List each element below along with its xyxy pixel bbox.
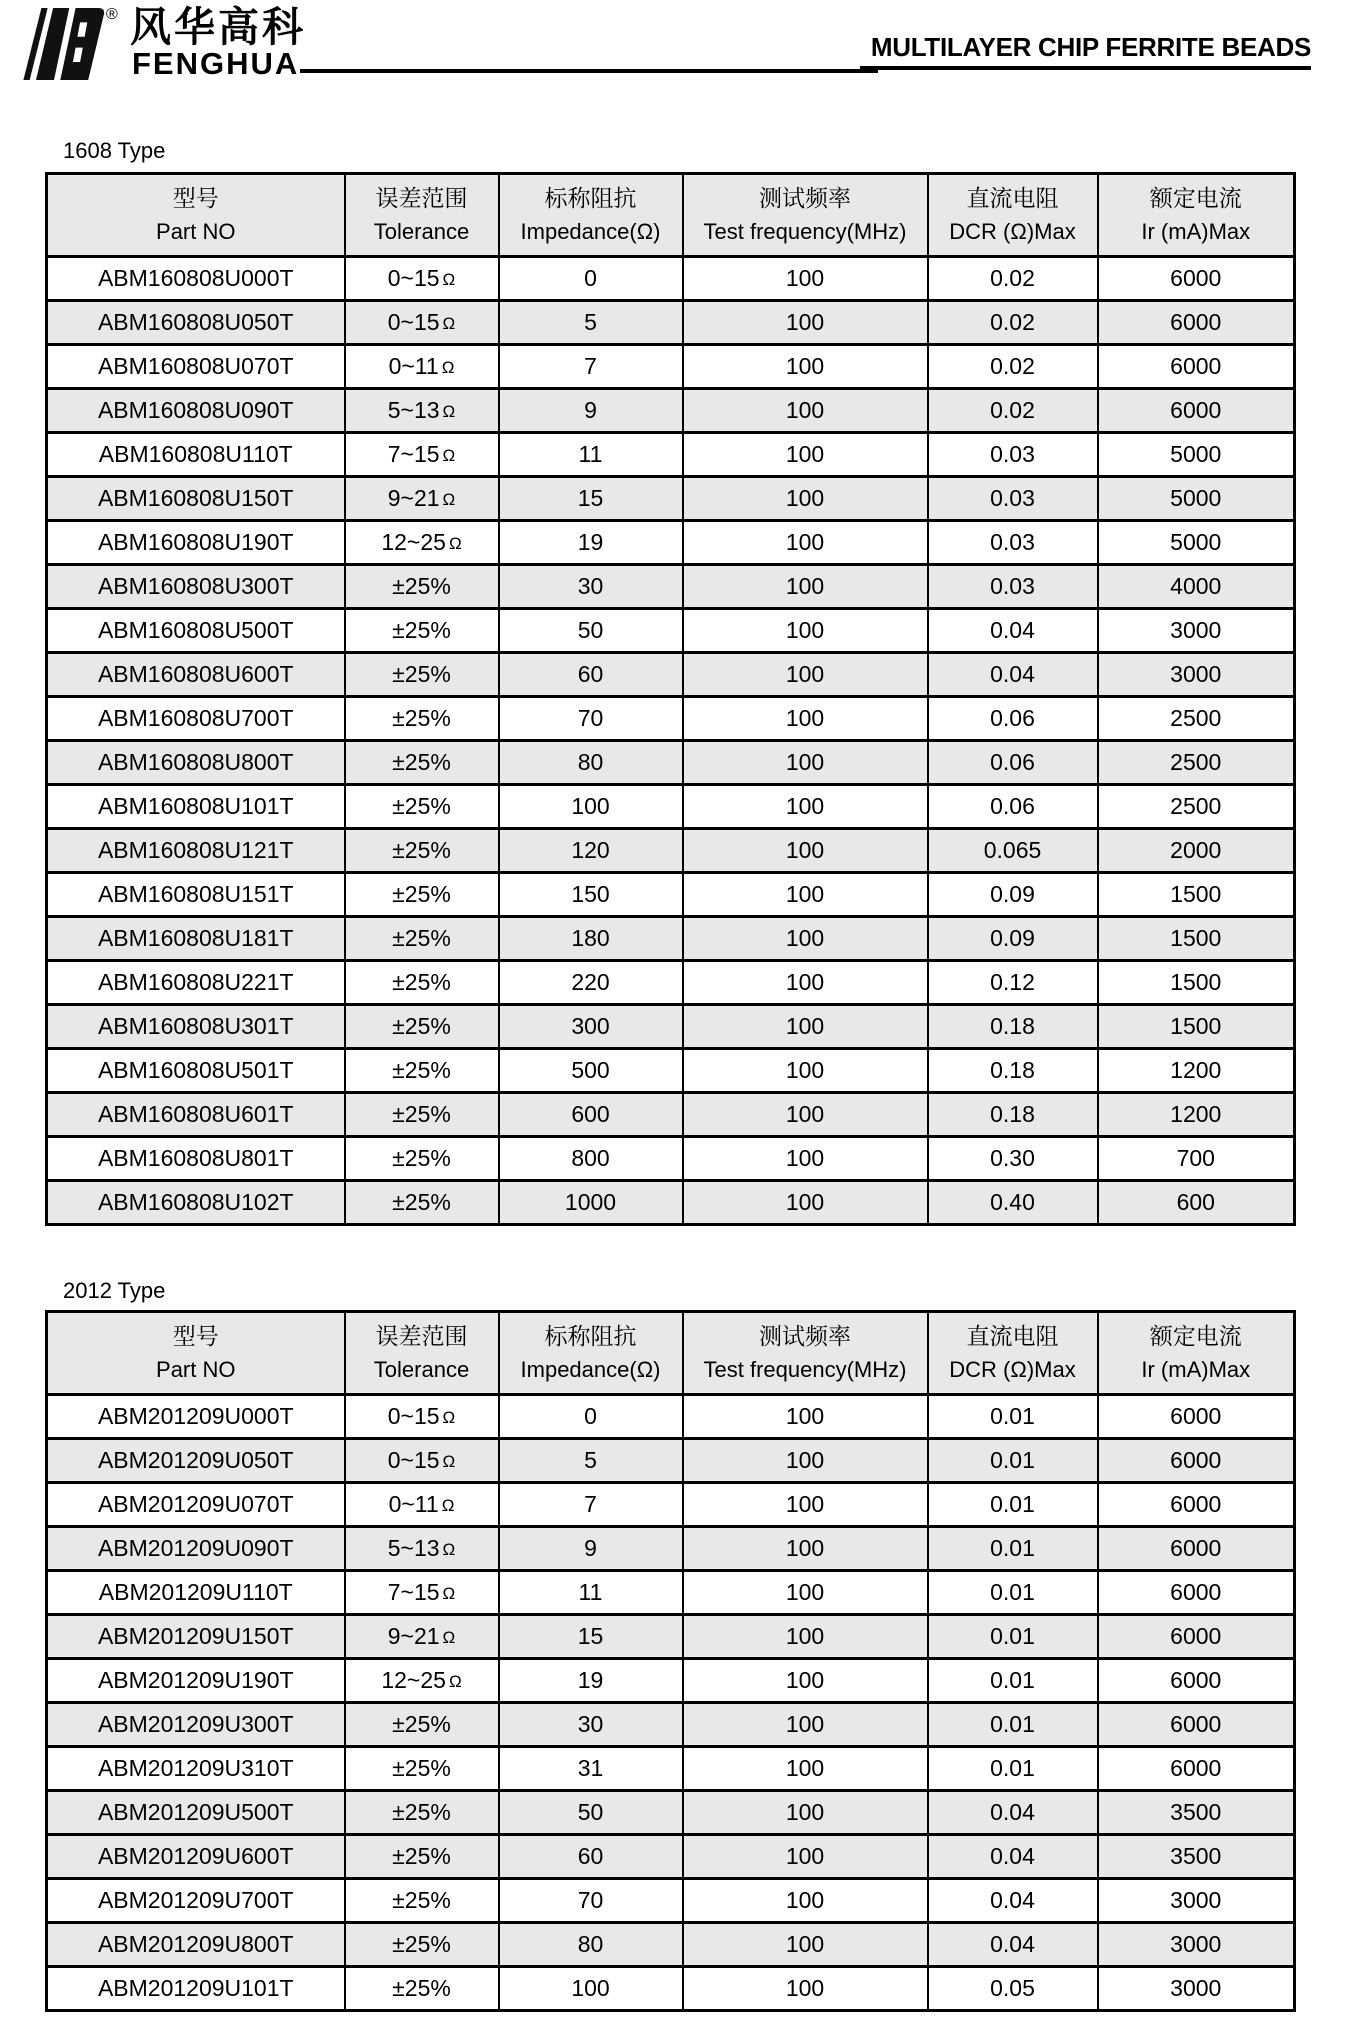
cell-tolerance: 0~11 Ω: [345, 1483, 499, 1527]
cell-part-no: ABM160808U101T: [47, 785, 345, 829]
cell-tolerance: 0~15 Ω: [345, 257, 499, 301]
cell-part-no: ABM160808U601T: [47, 1093, 345, 1137]
table-row: [47, 829, 1295, 873]
cell-impedance: 60: [499, 1835, 683, 1879]
cell-rated-current: 6000: [1098, 1483, 1295, 1527]
table-row: [47, 917, 1295, 961]
cell-dcr: 0.02: [928, 257, 1098, 301]
cell-dcr: 0.01: [928, 1747, 1098, 1791]
ohm-symbol: Ω: [441, 1496, 455, 1515]
cell-dcr: 0.18: [928, 1093, 1098, 1137]
cell-part-no: ABM201209U500T: [47, 1791, 345, 1835]
cell-impedance: 7: [499, 345, 683, 389]
cell-dcr: 0.06: [928, 785, 1098, 829]
cell-impedance: 19: [499, 521, 683, 565]
cell-tolerance: ±25%: [345, 1835, 499, 1879]
cell-impedance: 70: [499, 1879, 683, 1923]
fenghua-logo-icon: [18, 5, 108, 83]
cell-impedance: 70: [499, 697, 683, 741]
ohm-symbol: Ω: [448, 1672, 462, 1691]
cell-tolerance: ±25%: [345, 565, 499, 609]
cell-rated-current: 700: [1098, 1137, 1295, 1181]
cell-tolerance: 0~15 Ω: [345, 1395, 499, 1439]
cell-tolerance: 12~25 Ω: [345, 1659, 499, 1703]
cell-part-no: ABM201209U110T: [47, 1571, 345, 1615]
table-row: [47, 1747, 1295, 1791]
column-header-part-no: 型号 Part NO: [47, 174, 345, 257]
cell-tolerance: 9~21 Ω: [345, 477, 499, 521]
cell-test-frequency: 100: [683, 1615, 928, 1659]
cell-rated-current: 2000: [1098, 829, 1295, 873]
cell-test-frequency: 100: [683, 1527, 928, 1571]
cell-impedance: 7: [499, 1483, 683, 1527]
cell-dcr: 0.01: [928, 1615, 1098, 1659]
table-row: [47, 653, 1295, 697]
cell-impedance: 30: [499, 565, 683, 609]
cell-rated-current: 3000: [1098, 1967, 1295, 2011]
cell-dcr: 0.30: [928, 1137, 1098, 1181]
cell-test-frequency: 100: [683, 917, 928, 961]
cell-part-no: ABM160808U190T: [47, 521, 345, 565]
cell-dcr: 0.03: [928, 521, 1098, 565]
cell-part-no: ABM201209U190T: [47, 1659, 345, 1703]
cell-rated-current: 1500: [1098, 961, 1295, 1005]
cell-impedance: 220: [499, 961, 683, 1005]
cell-dcr: 0.02: [928, 389, 1098, 433]
cell-tolerance: ±25%: [345, 873, 499, 917]
cell-impedance: 50: [499, 1791, 683, 1835]
cell-tolerance: 5~13 Ω: [345, 1527, 499, 1571]
cell-part-no: ABM160808U070T: [47, 345, 345, 389]
cell-test-frequency: 100: [683, 1049, 928, 1093]
cell-impedance: 19: [499, 1659, 683, 1703]
cell-impedance: 1000: [499, 1181, 683, 1225]
cell-tolerance: 12~25 Ω: [345, 521, 499, 565]
ohm-symbol: Ω: [442, 1452, 456, 1471]
cell-dcr: 0.04: [928, 1923, 1098, 1967]
cell-part-no: ABM160808U090T: [47, 389, 345, 433]
cell-part-no: ABM201209U150T: [47, 1615, 345, 1659]
section-label-2012-type: 2012 Type: [63, 1278, 166, 1303]
cell-test-frequency: 100: [683, 1659, 928, 1703]
cell-impedance: 31: [499, 1747, 683, 1791]
cell-part-no: ABM201209U700T: [47, 1879, 345, 1923]
cell-rated-current: 1500: [1098, 873, 1295, 917]
brand-name-english: FENGHUA: [132, 46, 300, 81]
table-row: [47, 785, 1295, 829]
cell-rated-current: 2500: [1098, 697, 1295, 741]
cell-part-no: ABM160808U221T: [47, 961, 345, 1005]
header-row: [47, 174, 1295, 257]
cell-rated-current: 6000: [1098, 1659, 1295, 1703]
cell-dcr: 0.18: [928, 1005, 1098, 1049]
cell-test-frequency: 100: [683, 653, 928, 697]
cell-impedance: 11: [499, 1571, 683, 1615]
cell-part-no: ABM160808U110T: [47, 433, 345, 477]
cell-impedance: 120: [499, 829, 683, 873]
cell-impedance: 5: [499, 301, 683, 345]
cell-impedance: 800: [499, 1137, 683, 1181]
table-row: [47, 1395, 1295, 1439]
table-row: [47, 1483, 1295, 1527]
cell-rated-current: 3500: [1098, 1791, 1295, 1835]
cell-dcr: 0.04: [928, 1791, 1098, 1835]
table-row: [47, 1527, 1295, 1571]
cell-dcr: 0.09: [928, 873, 1098, 917]
column-header-rated-current: 额定电流 Ir (mA)Max: [1098, 174, 1295, 257]
cell-dcr: 0.01: [928, 1395, 1098, 1439]
table-1608-body: [47, 257, 1295, 1225]
cell-rated-current: 6000: [1098, 1439, 1295, 1483]
table-row: [47, 433, 1295, 477]
header-divider-line-right: [860, 66, 1311, 70]
cell-dcr: 0.03: [928, 477, 1098, 521]
cell-test-frequency: 100: [683, 1923, 928, 1967]
cell-dcr: 0.01: [928, 1439, 1098, 1483]
cell-part-no: ABM160808U600T: [47, 653, 345, 697]
cell-tolerance: ±25%: [345, 1005, 499, 1049]
cell-tolerance: ±25%: [345, 1093, 499, 1137]
cell-test-frequency: 100: [683, 1181, 928, 1225]
ohm-symbol: Ω: [442, 490, 456, 509]
cell-rated-current: 6000: [1098, 1747, 1295, 1791]
spec-table-1608: [45, 172, 1296, 1226]
column-header-dcr: 直流电阻 DCR (Ω)Max: [928, 174, 1098, 257]
table-row: [47, 1181, 1295, 1225]
cell-rated-current: 6000: [1098, 257, 1295, 301]
table-row: [47, 1879, 1295, 1923]
column-header-tolerance: 误差范围 Tolerance: [345, 1312, 499, 1395]
table-row: [47, 609, 1295, 653]
cell-impedance: 15: [499, 1615, 683, 1659]
cell-tolerance: 9~21 Ω: [345, 1615, 499, 1659]
cell-rated-current: 2500: [1098, 741, 1295, 785]
brand-name-chinese: 风华高科: [130, 4, 306, 50]
cell-part-no: ABM160808U150T: [47, 477, 345, 521]
ohm-symbol: Ω: [442, 1408, 456, 1427]
column-header-rated-current: 额定电流 Ir (mA)Max: [1098, 1312, 1295, 1395]
page-title: MULTILAYER CHIP FERRITE BEADS: [870, 32, 1311, 62]
table-row: [47, 1791, 1295, 1835]
cell-dcr: 0.06: [928, 697, 1098, 741]
table-row: [47, 741, 1295, 785]
cell-impedance: 50: [499, 609, 683, 653]
cell-test-frequency: 100: [683, 521, 928, 565]
table-row: [47, 1835, 1295, 1879]
cell-dcr: 0.01: [928, 1527, 1098, 1571]
cell-impedance: 300: [499, 1005, 683, 1049]
cell-test-frequency: 100: [683, 1879, 928, 1923]
cell-part-no: ABM201209U310T: [47, 1747, 345, 1791]
cell-test-frequency: 100: [683, 477, 928, 521]
cell-tolerance: ±25%: [345, 609, 499, 653]
cell-part-no: ABM160808U050T: [47, 301, 345, 345]
cell-test-frequency: 100: [683, 873, 928, 917]
cell-test-frequency: 100: [683, 829, 928, 873]
cell-rated-current: 2500: [1098, 785, 1295, 829]
table-row: [47, 1615, 1295, 1659]
cell-rated-current: 1500: [1098, 917, 1295, 961]
cell-impedance: 600: [499, 1093, 683, 1137]
cell-part-no: ABM201209U000T: [47, 1395, 345, 1439]
table-row: [47, 1137, 1295, 1181]
cell-impedance: 0: [499, 257, 683, 301]
cell-part-no: ABM160808U301T: [47, 1005, 345, 1049]
cell-dcr: 0.12: [928, 961, 1098, 1005]
cell-rated-current: 5000: [1098, 433, 1295, 477]
table-row: [47, 1967, 1295, 2011]
cell-dcr: 0.03: [928, 433, 1098, 477]
cell-dcr: 0.02: [928, 345, 1098, 389]
header-row: [47, 1312, 1295, 1395]
cell-rated-current: 6000: [1098, 301, 1295, 345]
table-row: [47, 301, 1295, 345]
cell-rated-current: 6000: [1098, 1703, 1295, 1747]
cell-part-no: ABM201209U600T: [47, 1835, 345, 1879]
cell-part-no: ABM160808U300T: [47, 565, 345, 609]
cell-rated-current: 6000: [1098, 1395, 1295, 1439]
cell-impedance: 5: [499, 1439, 683, 1483]
cell-impedance: 180: [499, 917, 683, 961]
cell-tolerance: ±25%: [345, 1181, 499, 1225]
cell-tolerance: 5~13 Ω: [345, 389, 499, 433]
cell-dcr: 0.065: [928, 829, 1098, 873]
cell-dcr: 0.01: [928, 1703, 1098, 1747]
cell-rated-current: 5000: [1098, 521, 1295, 565]
cell-part-no: ABM201209U101T: [47, 1967, 345, 2011]
cell-impedance: 9: [499, 389, 683, 433]
cell-tolerance: ±25%: [345, 1747, 499, 1791]
cell-rated-current: 3500: [1098, 1835, 1295, 1879]
cell-test-frequency: 100: [683, 697, 928, 741]
cell-impedance: 30: [499, 1703, 683, 1747]
cell-test-frequency: 100: [683, 345, 928, 389]
cell-test-frequency: 100: [683, 741, 928, 785]
table-row: [47, 1093, 1295, 1137]
cell-impedance: 100: [499, 785, 683, 829]
cell-dcr: 0.40: [928, 1181, 1098, 1225]
table-1608-header: [47, 174, 1295, 257]
registered-trademark-icon: ®: [106, 6, 118, 23]
cell-tolerance: ±25%: [345, 1879, 499, 1923]
cell-impedance: 80: [499, 1923, 683, 1967]
cell-test-frequency: 100: [683, 1137, 928, 1181]
cell-tolerance: ±25%: [345, 1967, 499, 2011]
cell-tolerance: ±25%: [345, 741, 499, 785]
ohm-symbol: Ω: [442, 1584, 456, 1603]
cell-part-no: ABM201209U050T: [47, 1439, 345, 1483]
cell-part-no: ABM160808U151T: [47, 873, 345, 917]
cell-test-frequency: 100: [683, 257, 928, 301]
cell-impedance: 9: [499, 1527, 683, 1571]
section-label-1608-type: 1608 Type: [63, 138, 166, 163]
cell-test-frequency: 100: [683, 1005, 928, 1049]
cell-test-frequency: 100: [683, 1439, 928, 1483]
cell-tolerance: ±25%: [345, 1049, 499, 1093]
cell-impedance: 500: [499, 1049, 683, 1093]
table-row: [47, 1049, 1295, 1093]
cell-rated-current: 600: [1098, 1181, 1295, 1225]
cell-test-frequency: 100: [683, 565, 928, 609]
cell-test-frequency: 100: [683, 389, 928, 433]
cell-rated-current: 1200: [1098, 1049, 1295, 1093]
cell-tolerance: ±25%: [345, 829, 499, 873]
column-header-tolerance: 误差范围 Tolerance: [345, 174, 499, 257]
cell-rated-current: 3000: [1098, 1879, 1295, 1923]
cell-rated-current: 6000: [1098, 345, 1295, 389]
cell-rated-current: 6000: [1098, 389, 1295, 433]
column-header-dcr: 直流电阻 DCR (Ω)Max: [928, 1312, 1098, 1395]
ohm-symbol: Ω: [442, 1628, 456, 1647]
cell-rated-current: 1200: [1098, 1093, 1295, 1137]
table-row: [47, 1659, 1295, 1703]
cell-part-no: ABM160808U501T: [47, 1049, 345, 1093]
cell-test-frequency: 100: [683, 1093, 928, 1137]
cell-test-frequency: 100: [683, 1395, 928, 1439]
cell-dcr: 0.05: [928, 1967, 1098, 2011]
cell-impedance: 0: [499, 1395, 683, 1439]
cell-dcr: 0.01: [928, 1659, 1098, 1703]
cell-tolerance: ±25%: [345, 1137, 499, 1181]
cell-dcr: 0.04: [928, 653, 1098, 697]
cell-test-frequency: 100: [683, 785, 928, 829]
cell-impedance: 80: [499, 741, 683, 785]
cell-rated-current: 6000: [1098, 1615, 1295, 1659]
cell-test-frequency: 100: [683, 609, 928, 653]
header-divider-line: [300, 69, 878, 73]
cell-part-no: ABM201209U300T: [47, 1703, 345, 1747]
cell-tolerance: 0~11 Ω: [345, 345, 499, 389]
column-header-impedance: 标称阻抗 Impedance(Ω): [499, 174, 683, 257]
table-row: [47, 1571, 1295, 1615]
cell-part-no: ABM160808U181T: [47, 917, 345, 961]
cell-impedance: 11: [499, 433, 683, 477]
table-row: [47, 565, 1295, 609]
cell-part-no: ABM160808U500T: [47, 609, 345, 653]
table-row: [47, 345, 1295, 389]
table-row: [47, 1703, 1295, 1747]
cell-dcr: 0.01: [928, 1571, 1098, 1615]
cell-test-frequency: 100: [683, 1571, 928, 1615]
table-2012-header: [47, 1312, 1295, 1395]
cell-dcr: 0.03: [928, 565, 1098, 609]
ohm-symbol: Ω: [441, 358, 455, 377]
ohm-symbol: Ω: [442, 270, 456, 289]
cell-test-frequency: 100: [683, 1747, 928, 1791]
cell-rated-current: 6000: [1098, 1571, 1295, 1615]
cell-tolerance: 7~15 Ω: [345, 433, 499, 477]
column-header-impedance: 标称阻抗 Impedance(Ω): [499, 1312, 683, 1395]
cell-part-no: ABM160808U800T: [47, 741, 345, 785]
table-row: [47, 477, 1295, 521]
cell-part-no: ABM160808U102T: [47, 1181, 345, 1225]
cell-rated-current: 3000: [1098, 1923, 1295, 1967]
cell-test-frequency: 100: [683, 1967, 928, 2011]
cell-tolerance: 0~15 Ω: [345, 301, 499, 345]
cell-test-frequency: 100: [683, 1483, 928, 1527]
cell-dcr: 0.02: [928, 301, 1098, 345]
cell-tolerance: ±25%: [345, 1923, 499, 1967]
cell-part-no: ABM201209U070T: [47, 1483, 345, 1527]
cell-dcr: 0.04: [928, 609, 1098, 653]
cell-tolerance: ±25%: [345, 653, 499, 697]
column-header-test-frequency: 测试频率 Test frequency(MHz): [683, 1312, 928, 1395]
table-row: [47, 389, 1295, 433]
ohm-symbol: Ω: [442, 446, 456, 465]
column-header-part-no: 型号 Part NO: [47, 1312, 345, 1395]
cell-test-frequency: 100: [683, 1703, 928, 1747]
cell-tolerance: 0~15 Ω: [345, 1439, 499, 1483]
cell-dcr: 0.04: [928, 1835, 1098, 1879]
table-row: [47, 873, 1295, 917]
cell-part-no: ABM160808U700T: [47, 697, 345, 741]
cell-tolerance: ±25%: [345, 917, 499, 961]
cell-impedance: 100: [499, 1967, 683, 2011]
cell-tolerance: ±25%: [345, 1791, 499, 1835]
cell-part-no: ABM201209U800T: [47, 1923, 345, 1967]
cell-test-frequency: 100: [683, 1835, 928, 1879]
cell-rated-current: 3000: [1098, 609, 1295, 653]
cell-tolerance: ±25%: [345, 785, 499, 829]
cell-part-no: ABM160808U121T: [47, 829, 345, 873]
column-header-test-frequency: 测试频率 Test frequency(MHz): [683, 174, 928, 257]
cell-impedance: 60: [499, 653, 683, 697]
table-row: [47, 697, 1295, 741]
cell-dcr: 0.09: [928, 917, 1098, 961]
cell-part-no: ABM160808U000T: [47, 257, 345, 301]
cell-dcr: 0.01: [928, 1483, 1098, 1527]
cell-rated-current: 3000: [1098, 653, 1295, 697]
cell-rated-current: 6000: [1098, 1527, 1295, 1571]
ohm-symbol: Ω: [442, 1540, 456, 1559]
cell-test-frequency: 100: [683, 433, 928, 477]
table-row: [47, 257, 1295, 301]
cell-rated-current: 1500: [1098, 1005, 1295, 1049]
cell-part-no: ABM160808U801T: [47, 1137, 345, 1181]
table-2012-body: [47, 1395, 1295, 2011]
cell-tolerance: ±25%: [345, 697, 499, 741]
ohm-symbol: Ω: [448, 534, 462, 553]
cell-dcr: 0.18: [928, 1049, 1098, 1093]
cell-tolerance: ±25%: [345, 961, 499, 1005]
ohm-symbol: Ω: [442, 314, 456, 333]
table-row: [47, 521, 1295, 565]
cell-tolerance: ±25%: [345, 1703, 499, 1747]
cell-test-frequency: 100: [683, 1791, 928, 1835]
cell-dcr: 0.06: [928, 741, 1098, 785]
spec-table-2012: [45, 1310, 1296, 2012]
cell-rated-current: 4000: [1098, 565, 1295, 609]
cell-impedance: 15: [499, 477, 683, 521]
table-row: [47, 1005, 1295, 1049]
table-row: [47, 1923, 1295, 1967]
cell-test-frequency: 100: [683, 301, 928, 345]
table-row: [47, 1439, 1295, 1483]
cell-dcr: 0.04: [928, 1879, 1098, 1923]
cell-test-frequency: 100: [683, 961, 928, 1005]
cell-impedance: 150: [499, 873, 683, 917]
ohm-symbol: Ω: [442, 402, 456, 421]
cell-part-no: ABM201209U090T: [47, 1527, 345, 1571]
cell-tolerance: 7~15 Ω: [345, 1571, 499, 1615]
table-row: [47, 961, 1295, 1005]
cell-rated-current: 5000: [1098, 477, 1295, 521]
